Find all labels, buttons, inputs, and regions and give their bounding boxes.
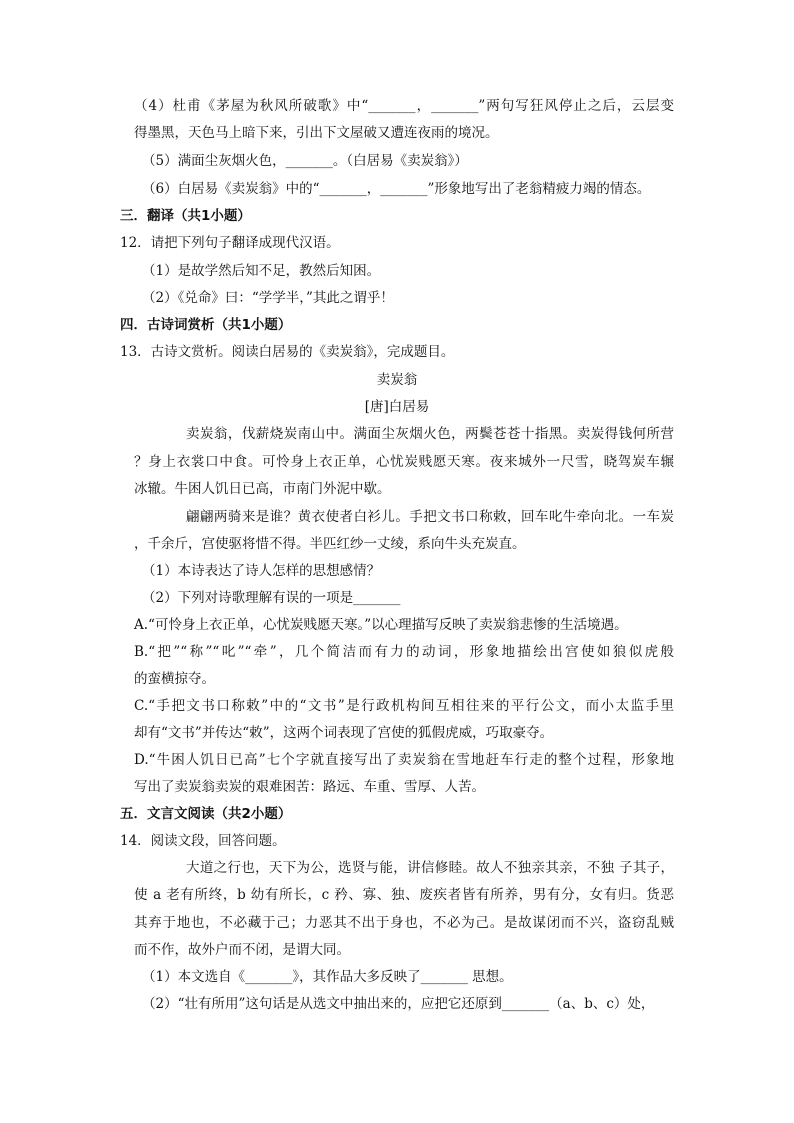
- question-14-item-2: （2）“壮有所用”这句话是从选文中抽出来的，应把它还原到_______（a、b、c）处，: [142, 996, 655, 1012]
- text-passage-line-4: 而不作，故外户而不闭，是谓大同。: [134, 942, 350, 958]
- text-passage-line-1: 大道之行也，天下为公，选贤与能，讲信修睦。故人不独亲其亲，不独 子其子，: [186, 860, 674, 876]
- poem-paragraph-2-line-2: ，千余斤，宫使驱将惜不得。半匹红纱一丈绫，系向牛头充炭直。: [134, 536, 526, 552]
- poem-paragraph-2-line-1: 翩翩两骑来是谁？黄衣使者白衫儿。手把文书口称敕，回车叱牛牵向北。一车炭: [186, 509, 674, 525]
- option-b-line-2: 的蛮横掠夺。: [134, 671, 215, 687]
- question-14: 14．阅读文段，回答问题。: [120, 833, 286, 849]
- question-14-item-1: （1）本文选自《_______》，其作品大多反映了_______ 思想。: [142, 969, 513, 985]
- question-13-item-2: （2）下列对诗歌理解有误的一项是_______: [142, 590, 401, 606]
- section-5-heading: 五．文言文阅读（共2小题）: [120, 806, 292, 822]
- option-d-line-1: D.“牛困人饥日已高”七个字就直接写出了卖炭翁在雪地赶车行走的整个过程，形象地: [134, 752, 674, 768]
- question-12: 12．请把下列句子翻译成现代汉语。: [120, 235, 340, 251]
- text-passage-line-3: 其弃于地也，不必藏于己；力恶其不出于身也，不必为己。是故谋闭而不兴，盗窃乱贼: [134, 915, 674, 931]
- question-4-line-2: 得墨黑，天色马上暗下来，引出下文屋破又遭连夜雨的境况。: [134, 125, 499, 141]
- question-12-item-1: （1）是故学然后知不足，教然后知困。: [142, 263, 381, 279]
- poem-paragraph-1-line-1: 卖炭翁，伐薪烧炭南山中。满面尘灰烟火色，两鬓苍苍十指黑。卖炭得钱何所营: [186, 426, 674, 442]
- question-13: 13．古诗文赏析。阅读白居易的《卖炭翁》，完成题目。: [120, 344, 455, 360]
- section-4-heading: 四．古诗词赏析（共1小题）: [120, 317, 292, 333]
- question-6: （6）白居易《卖炭翁》中的“_______，_______”形象地写出了老翁精疲力竭的情态。: [142, 181, 651, 197]
- question-5: （5）满面尘灰烟火色，_______。（白居易《卖炭翁》）: [142, 153, 468, 169]
- question-4-line-1: （4）杜甫《茅屋为秋风所破歌》中“_______，_______”两句写狂风停止之后，云层变: [134, 98, 674, 114]
- poem-paragraph-1-line-2: ？身上衣裳口中食。可怜身上衣正单，心忧炭贱愿天寒。夜来城外一尺雪，晓驾炭车辗: [134, 454, 674, 470]
- poem-author: [唐]白居易: [364, 399, 430, 415]
- option-b-line-1: B.“把”“称”“叱”“牵”，几个简洁而有力的动词，形象地描绘出宫使如狼似虎般: [134, 644, 674, 660]
- option-c-line-1: C.“手把文书口称敕”中的“文书”是行政机构间互相往来的平行公文，而小太监手里: [134, 698, 674, 714]
- section-3-heading: 三．翻译（共1小题）: [120, 208, 251, 224]
- option-c-line-2: 却有“文书”并传达“敕”，这两个词表现了宫使的狐假虎威，巧取豪夺。: [134, 725, 554, 741]
- option-d-line-2: 写出了卖炭翁卖炭的艰难困苦：路远、车重、雪厚、人苦。: [134, 779, 485, 795]
- poem-paragraph-1-line-3: 冰辙。牛困人饥日已高，市南门外泥中歇。: [134, 481, 391, 497]
- text-passage-line-2: 使 a 老有所终，b 幼有所长，c 矜、寡、独、废疾者皆有所养，男有分，女有归。货恶: [134, 887, 674, 903]
- option-a: A.“可怜身上衣正单，心忧炭贱愿天寒。”以心理描写反映了卖炭翁悲惨的生活境遇。: [134, 617, 628, 633]
- question-13-item-1: （1）本诗表达了诗人怎样的思想感情？: [142, 563, 381, 579]
- poem-title: 卖炭翁: [376, 372, 418, 388]
- question-12-item-2: （2）《兑命》曰：“学学半，”其此之谓乎！: [142, 290, 394, 306]
